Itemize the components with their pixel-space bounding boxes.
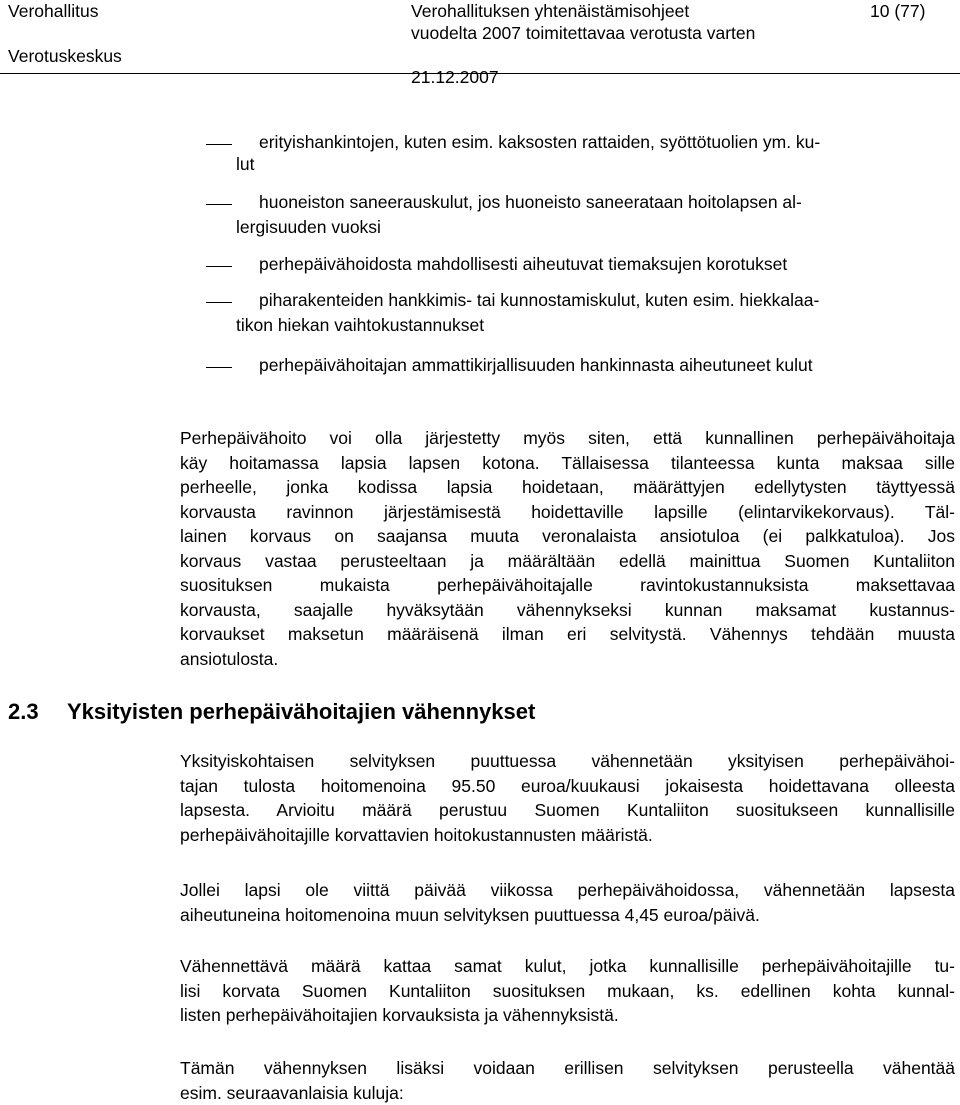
section-title: Yksityisten perhepäivähoitajien vähennykset	[67, 699, 535, 724]
text-line: tajan tulosta hoitomenoina 95.50 euroa/kuukausi jokaisesta hoidettavana olleesta	[180, 774, 955, 799]
text-line: suosituksen mukaista perhepäivähoitajalle ravintokustannuksista maksettavaa	[180, 573, 955, 598]
section-number: 2.3	[8, 697, 67, 727]
header-page-number: 10 (77)	[870, 0, 925, 22]
text-line: Tämän vähennyksen lisäksi voidaan erillisen selvityksen perusteella vähentää	[180, 1056, 955, 1081]
dash-bullet	[206, 204, 232, 205]
dash-bullet	[206, 266, 232, 267]
dash-bullet	[206, 367, 232, 368]
paragraph-private-deduction	[180, 749, 955, 847]
header-rule	[0, 73, 960, 74]
paragraph-daily-rate	[180, 878, 955, 927]
paragraph-food-compensation	[180, 426, 955, 671]
text-line: listen perhepäivähoitajien korvauksista ja vähennyksistä.	[180, 1003, 955, 1028]
text-line: Vähennettävä määrä kattaa samat kulut, jotka kunnallisille perhepäivähoitajille tu-	[180, 954, 955, 979]
header-org: Verohallitus	[8, 0, 98, 22]
text-line: esim. seuraavanlaisia kuluja:	[180, 1081, 955, 1105]
list-item-text: huoneiston saneerauskulut, jos huoneisto saneerataan hoitolapsen al-	[259, 189, 802, 215]
list-item-text: lut	[236, 151, 254, 177]
section-heading	[8, 697, 535, 727]
header-title-line1: Verohallituksen yhtenäistämisohjeet	[411, 0, 689, 22]
dash-bullet	[206, 144, 232, 145]
text-line: ansiotulosta.	[180, 647, 955, 672]
list-item-text: piharakenteiden hankkimis- tai kunnostamiskulut, kuten esim. hiekkalaa-	[259, 287, 819, 313]
text-line: perhepäivähoitajille korvattavien hoitokustannusten määristä.	[180, 823, 955, 848]
list-item-text: erityishankintojen, kuten esim. kaksosten rattaiden, syöttötuolien ym. ku-	[259, 129, 820, 155]
text-line: käy hoitamassa lapsia lapsen kotona. Tällaisessa tilanteessa kunta maksaa sille	[180, 451, 955, 476]
dash-bullet	[206, 302, 232, 303]
list-item-text: tikon hiekan vaihtokustannukset	[236, 312, 484, 338]
text-line: Yksityiskohtaisen selvityksen puuttuessa vähennetään yksityisen perhepäivähoi-	[180, 749, 955, 774]
list-item-text: lergisuuden vuoksi	[236, 214, 381, 240]
text-line: lainen korvaus on saajansa muuta veronalaista ansiotuloa (ei palkkatuloa). Jos	[180, 524, 955, 549]
list-item-text: perhepäivähoidosta mahdollisesti aiheutuvat tiemaksujen korotukset	[259, 251, 787, 277]
header-dept: Verotuskeskus	[8, 45, 122, 67]
text-line: korvaukset maksetun määräisenä ilman eri selvitystä. Vähennys tehdään muusta	[180, 622, 955, 647]
header-date: 21.12.2007	[411, 66, 499, 88]
text-line: korvaus vastaa perusteeltaan ja määrältään edellä mainittua Suomen Kuntaliiton	[180, 549, 955, 574]
text-line: lisi korvata Suomen Kuntaliiton suosituksen mukaan, ks. edellinen kohta kunnal-	[180, 979, 955, 1004]
text-line: lapsesta. Arvioitu määrä perustuu Suomen Kuntaliiton suositukseen kunnallisille	[180, 798, 955, 823]
text-line: Perhepäivähoito voi olla järjestetty myös siten, että kunnallinen perhepäivähoitaja	[180, 426, 955, 451]
text-line: Jollei lapsi ole viittä päivää viikossa perhepäivähoidossa, vähennetään lapsesta	[180, 878, 955, 903]
text-line: perheelle, jonka kodissa lapsia hoidetaan, määrättyjen edellytysten täyttyessä	[180, 475, 955, 500]
text-line: korvausta ravinnon järjestämisestä hoidettaville lapsille (elintarvikekorvaus). Täl-	[180, 500, 955, 525]
paragraph-covered-costs	[180, 954, 955, 1028]
list-item-text: perhepäivähoitajan ammattikirjallisuuden hankinnasta aiheutuneet kulut	[259, 352, 813, 378]
text-line: korvausta, saajalle hyväksytään vähennykseksi kunnan maksamat kustannus-	[180, 598, 955, 623]
paragraph-additional-costs	[180, 1056, 955, 1105]
text-line: aiheutuneina hoitomenoina muun selvityksen puuttuessa 4,45 euroa/päivä.	[180, 903, 955, 928]
header-title-line2: vuodelta 2007 toimitettavaa verotusta varten	[411, 22, 755, 44]
